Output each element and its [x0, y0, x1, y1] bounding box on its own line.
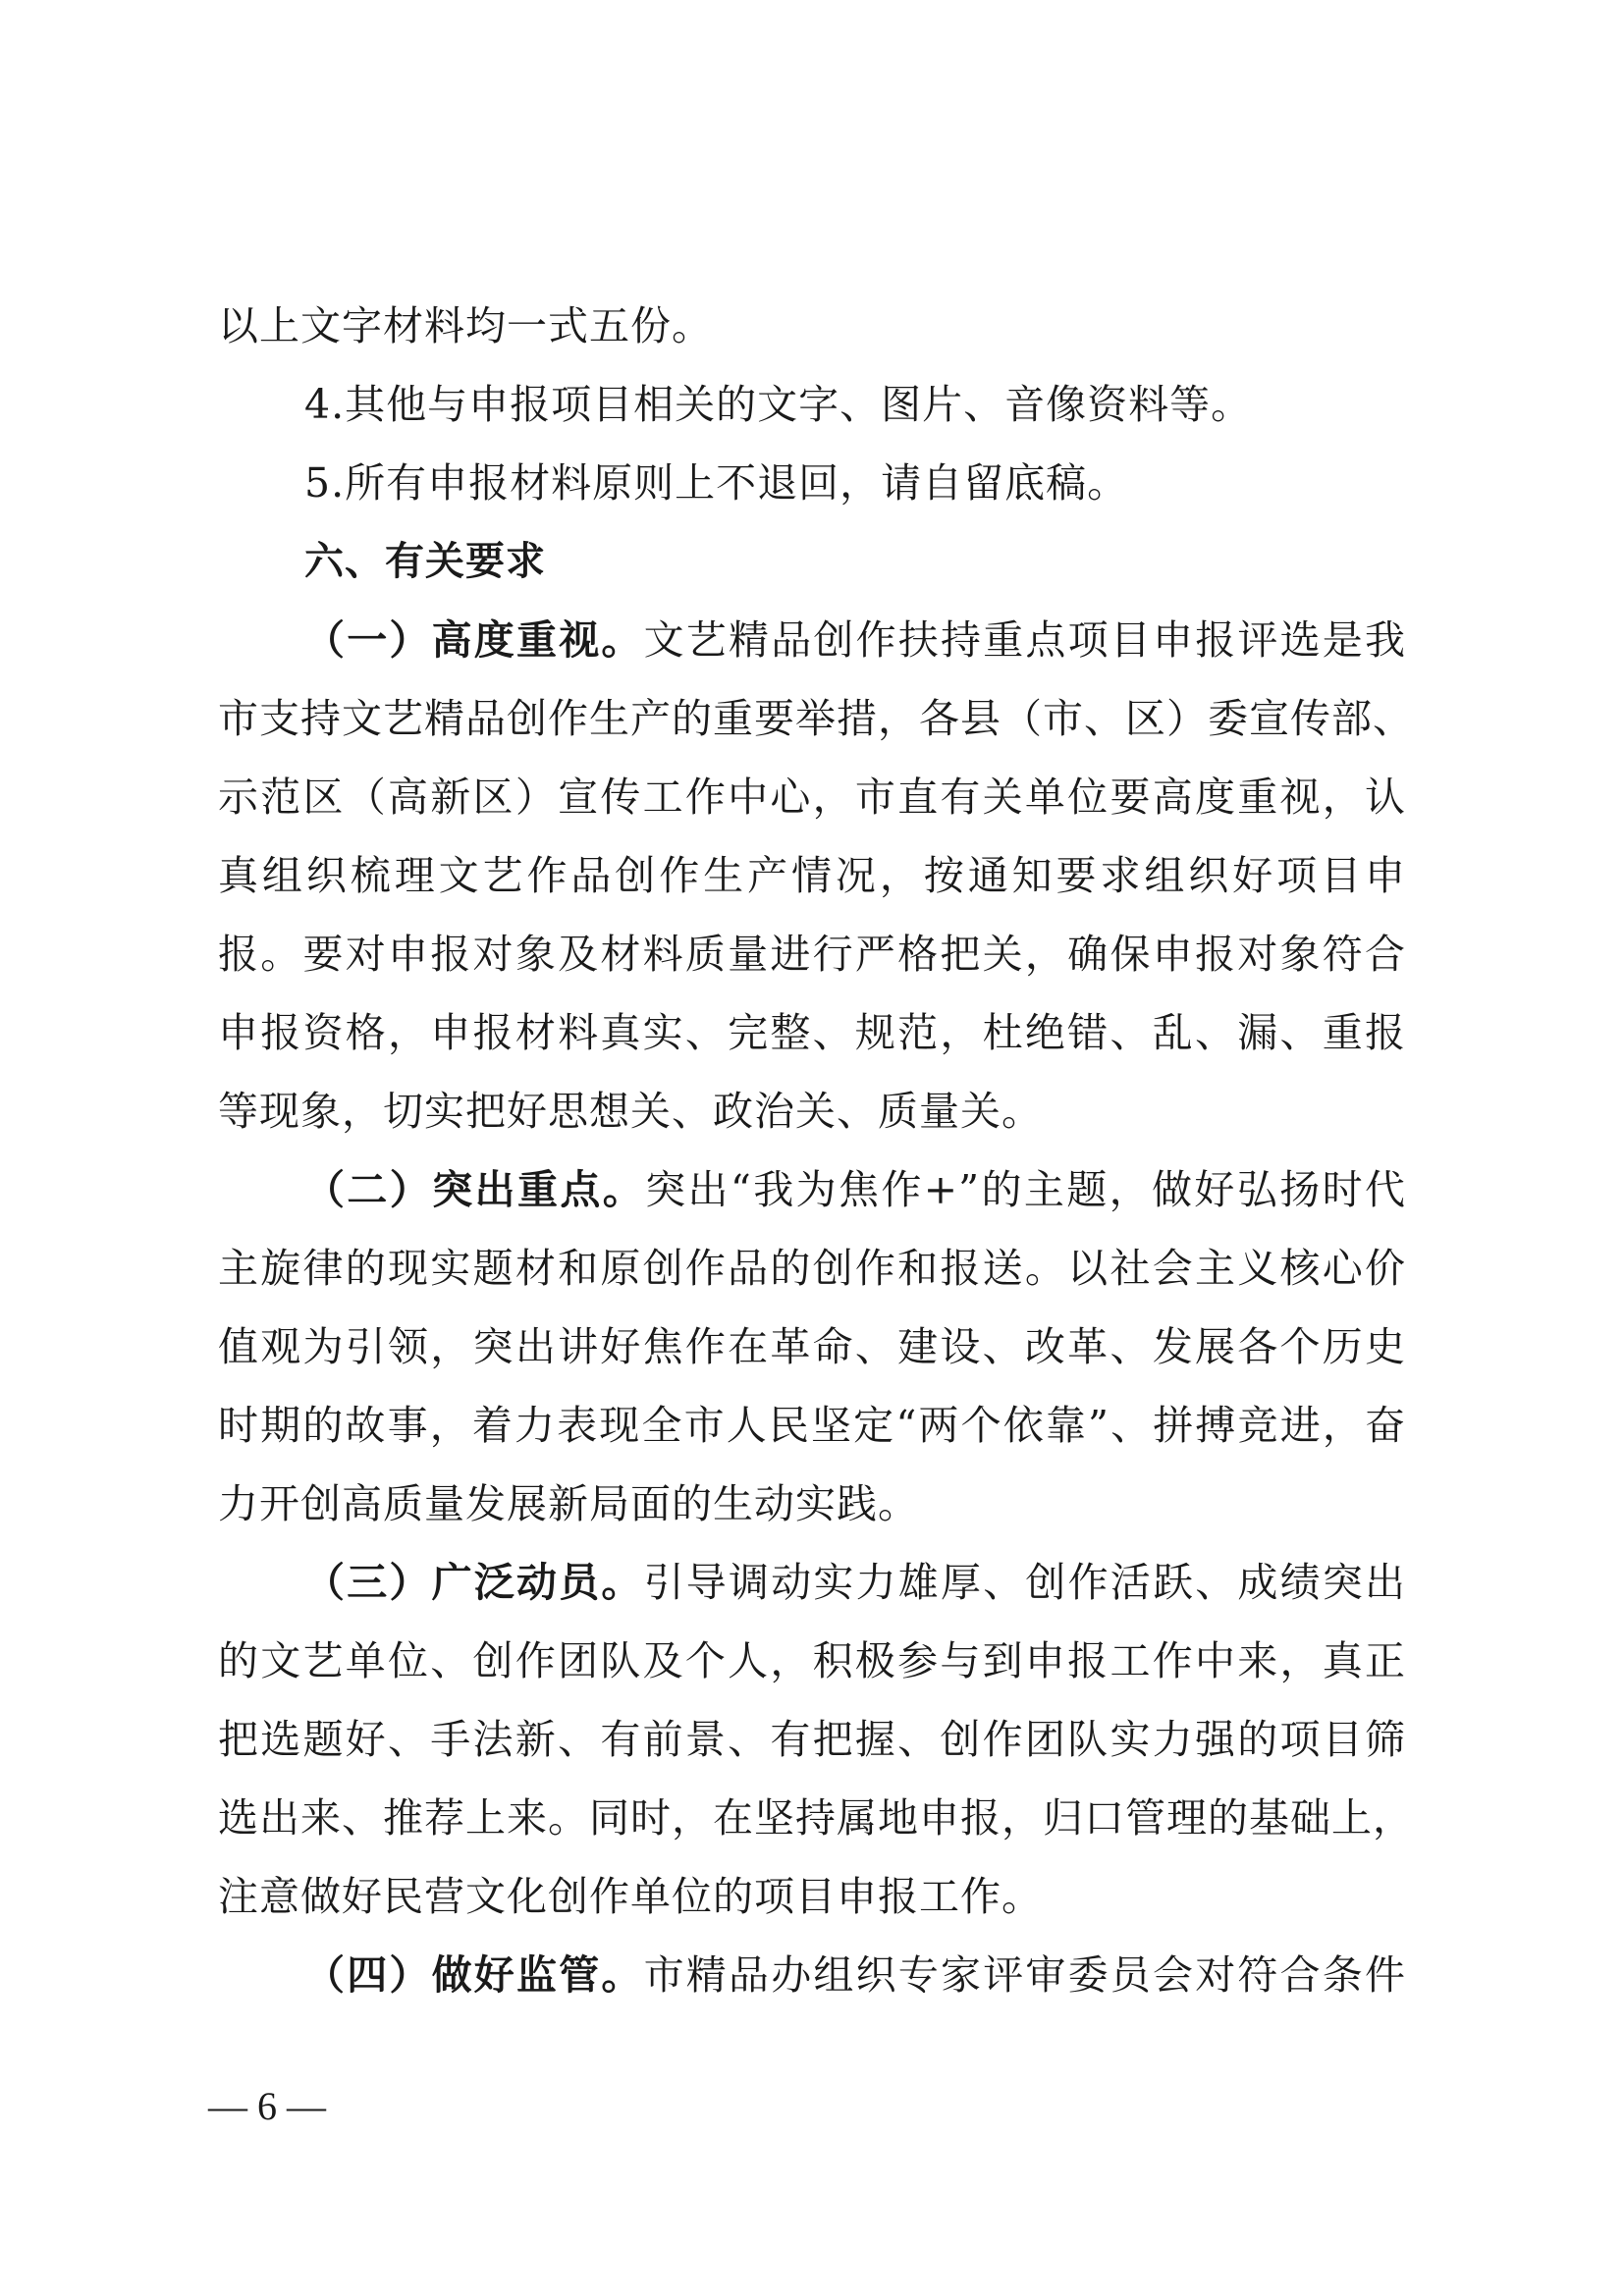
paragraph-1-lead: （一）高度重视。	[304, 616, 644, 664]
paragraph-2-first-line-text: 突出“我为焦作+”的主题，做好弘扬时代	[645, 1166, 1406, 1213]
paragraph-2-first-line	[304, 1150, 1406, 1229]
paragraph-3-lead: （三）广泛动员。	[304, 1559, 644, 1606]
paragraph-4-first-line	[304, 1936, 1406, 2014]
paragraph-line: 市支持文艺精品创作生产的重要举措，各县（市、区）委宣传部、	[218, 695, 1414, 742]
paragraph-line: 报。要对申报对象及材料质量进行严格把关，确保申报对象符合	[218, 931, 1406, 978]
paragraph-line: 值观为引领，突出讲好焦作在革命、建设、改革、发展各个历史	[218, 1323, 1406, 1370]
section-heading: 六、有关要求	[304, 539, 546, 584]
paragraph-3-first-line-text: 引导调动实力雄厚、创作活跃、成绩突出	[643, 1559, 1407, 1606]
paragraph-1-first-line-text: 文艺精品创作扶持重点项目申报评选是我	[643, 616, 1407, 664]
paragraph-line: 注意做好民营文化创作单位的项目申报工作。	[218, 1873, 1043, 1920]
paragraph-line: 等现象，切实把好思想关、政治关、质量关。	[218, 1088, 1043, 1135]
paragraph-line: 申报资格，申报材料真实、完整、规范，杜绝错、乱、漏、重报	[218, 1009, 1406, 1056]
paragraph-4-first-line-text: 市精品办组织专家评审委员会对符合条件	[643, 1951, 1407, 1999]
paragraph-4-lead: （四）做好监管。	[304, 1951, 644, 1999]
paragraph-line: 时期的故事，着力表现全市人民坚定“两个依靠”、拼搏竞进，奋	[218, 1402, 1406, 1449]
paragraph-line: 真组织梳理文艺作品创作生产情况，按通知要求组织好项目申	[218, 852, 1406, 899]
paragraph-3-first-line	[304, 1543, 1406, 1622]
paragraph-line: 示范区（高新区）宣传工作中心，市直有关单位要高度重视，认	[218, 774, 1406, 821]
paragraph-line: 把选题好、手法新、有前景、有把握、创作团队实力强的项目筛	[218, 1716, 1406, 1763]
paragraph-line: 选出来、推荐上来。同时，在坚持属地申报，归口管理的基础上，	[218, 1794, 1414, 1842]
text-line: 以上文字材料均一式五份。	[218, 302, 713, 349]
paragraph-2-lead: （二）突出重点。	[304, 1166, 646, 1213]
paragraph-1-first-line	[304, 601, 1406, 679]
paragraph-line: 主旋律的现实题材和原创作品的创作和报送。以社会主义核心价	[218, 1245, 1406, 1292]
paragraph-line: 力开创高质量发展新局面的生动实践。	[218, 1480, 919, 1527]
list-item-4: 4.其他与申报项目相关的文字、图片、音像资料等。	[304, 381, 1253, 428]
paragraph-line: 的文艺单位、创作团队及个人，积极参与到申报工作中来，真正	[218, 1637, 1406, 1684]
page-number: — 6 —	[208, 2084, 326, 2128]
list-item-5: 5.所有申报材料原则上不退回，请自留底稿。	[304, 459, 1129, 507]
